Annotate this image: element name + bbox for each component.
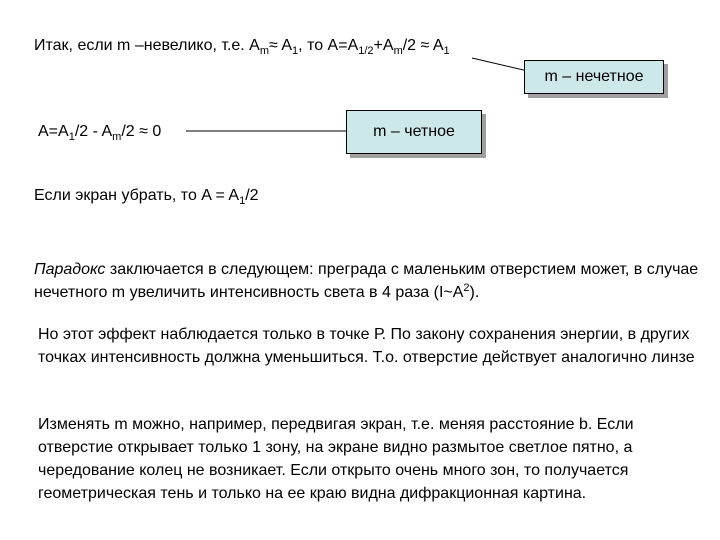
connector-line-odd <box>472 58 532 72</box>
callout-even: m – четное <box>346 110 482 154</box>
effect-paragraph: Но этот эффект наблюдается только в точке Р. По закону сохранения энергии, в других точках интенсивность должна уменьшиться. Т.о. отверстие действует аналогично линзе <box>38 326 695 366</box>
change-paragraph: Изменять m можно, например, передвигая экран, т.е. меняя расстояние b. Если отверстие открывает только 1 зону, на экране видно размытое светлое пятно, а чередование колец не возникает. Если открыто очень много зон, то получается геометрическая тень и только на ее краю видна дифракционная картина. <box>38 416 634 502</box>
formula-line-2: $A=A_1/2 - A_m/2 \approx 0$ <box>38 123 162 143</box>
formula-line-1: Итак, если m –невелико, т.е. $A_m\approx A_1$, то $A=A_{1/2}+A_m/2 \approx A_1$ <box>34 37 450 57</box>
formula-line-3: Если экран убрать, то $A = A_1/2$ <box>34 187 259 207</box>
paradox-paragraph: Парадокс заключается в следующем: преграда с маленьким отверстием может, в случае нечетного m увеличить интенсивность света в 4 раза $(I\sim A^2)$. <box>34 261 699 301</box>
callout-odd: m – нечетное <box>524 60 664 94</box>
